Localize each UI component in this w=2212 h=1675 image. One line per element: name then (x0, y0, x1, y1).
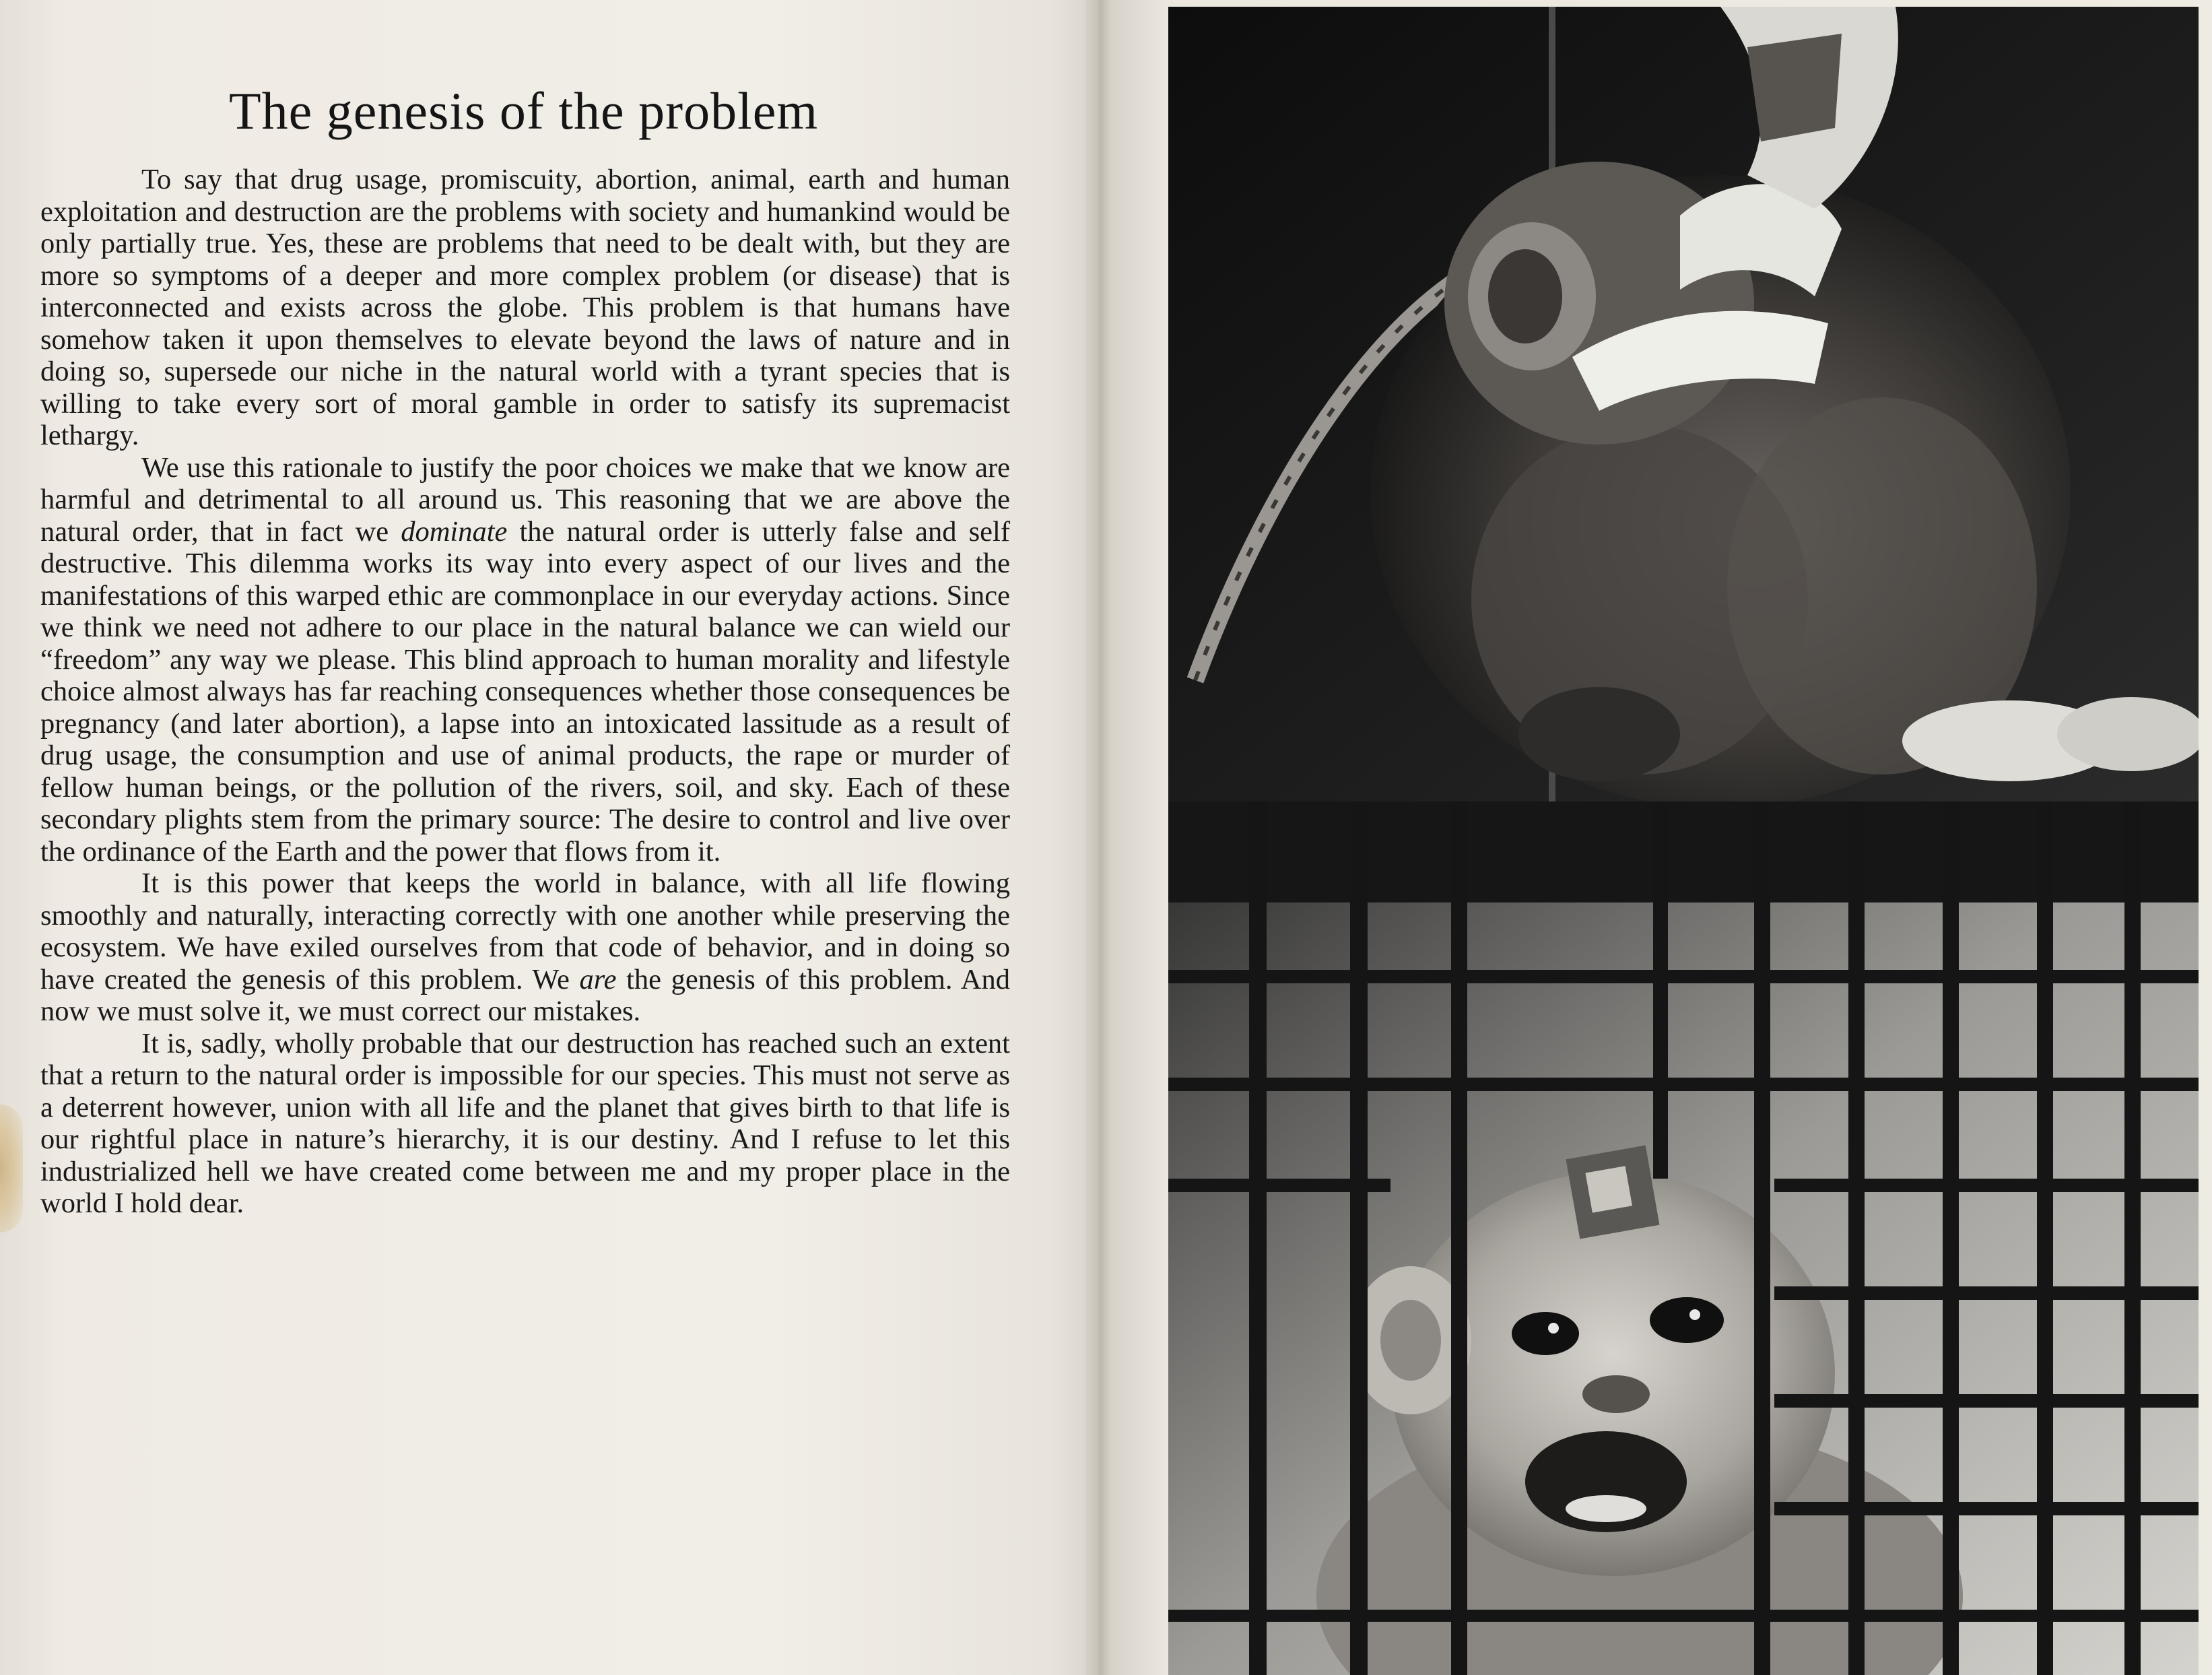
essay-column (40, 77, 1010, 1220)
caged-monkey-photo (1168, 801, 2199, 1675)
essay-paragraph-3: It is this power that keeps the world in balance, with all life flowing smoothly and naturally, interacting correctly with one another while preserving the ecosystem. We have exiled ourselves from that code of behavior, and in doing so have created the genesis of this problem. We are the genesis of this problem. And now we must solve it, we must correct our mistakes. (40, 867, 1010, 1027)
restrained-monkey-illustration (1168, 7, 2199, 801)
essay-paragraph-2: We use this rationale to justify the poor choices we make that we know are harmful and detrimental to all around us. This reasoning that we are above the natural order, that in fact we dominate the natural order is utterly false and self destructive. This dilemma works its way into every aspect of our lives and the manifestations of this warped ethic are commonplace in our everyday actions. Since we think we need not adhere to our place in the natural balance we can wield our “freedom” any way we please. This blind approach to human morality and lifestyle choice almost always has far reaching consequences whether those consequences be pregnancy (and later abortion), a lapse into an intoxicated lassitude as a result of drug usage, the consumption and use of animal products, the rape or murder of fellow human beings, or the pollution of the rivers, soil, and sky. Each of these secondary plights stem from the primary source: The desire to control and live over the ordinance of the Earth and the power that flows from it. (40, 451, 1011, 867)
emphasis-are: are (579, 963, 617, 995)
essay-paragraph-4: It is, sadly, wholly probable that our destruction has reached such an extent that a return to the natural order is impossible for our species. This must not serve as a deterrent however, union with all life and the planet that gives birth to that life is our rightful place in nature’s hierarchy, it is our destiny. And I refuse to let this industrialized hell we have created come between me and my proper place in the world I hold dear. (40, 1027, 1010, 1219)
paper-stain (0, 1105, 23, 1233)
left-page (0, 0, 1094, 1675)
caged-monkey-illustration (1168, 801, 2199, 1675)
restrained-monkey-photo (1168, 7, 2199, 801)
page-title: The genesis of the problem (229, 81, 819, 140)
essay-paragraph-1: To say that drug usage, promiscuity, abortion, animal, earth and human exploitation and destruction are the problems with society and humankind would be only partially true. Yes, these are problems that need to be dealt with, but they are more so symptoms of a deeper and more complex problem (or disease) that is interconnected and exists across the globe. This problem is that humans have somehow taken it upon themselves to elevate beyond the laws of nature and in doing so, supersede our niche in the natural world with a tyrant species that is willing to take every sort of moral gamble in order to satisfy its supremacist lethargy. (40, 164, 1010, 451)
emphasis-dominate: dominate (401, 515, 508, 548)
book-gutter (1085, 0, 1112, 1675)
